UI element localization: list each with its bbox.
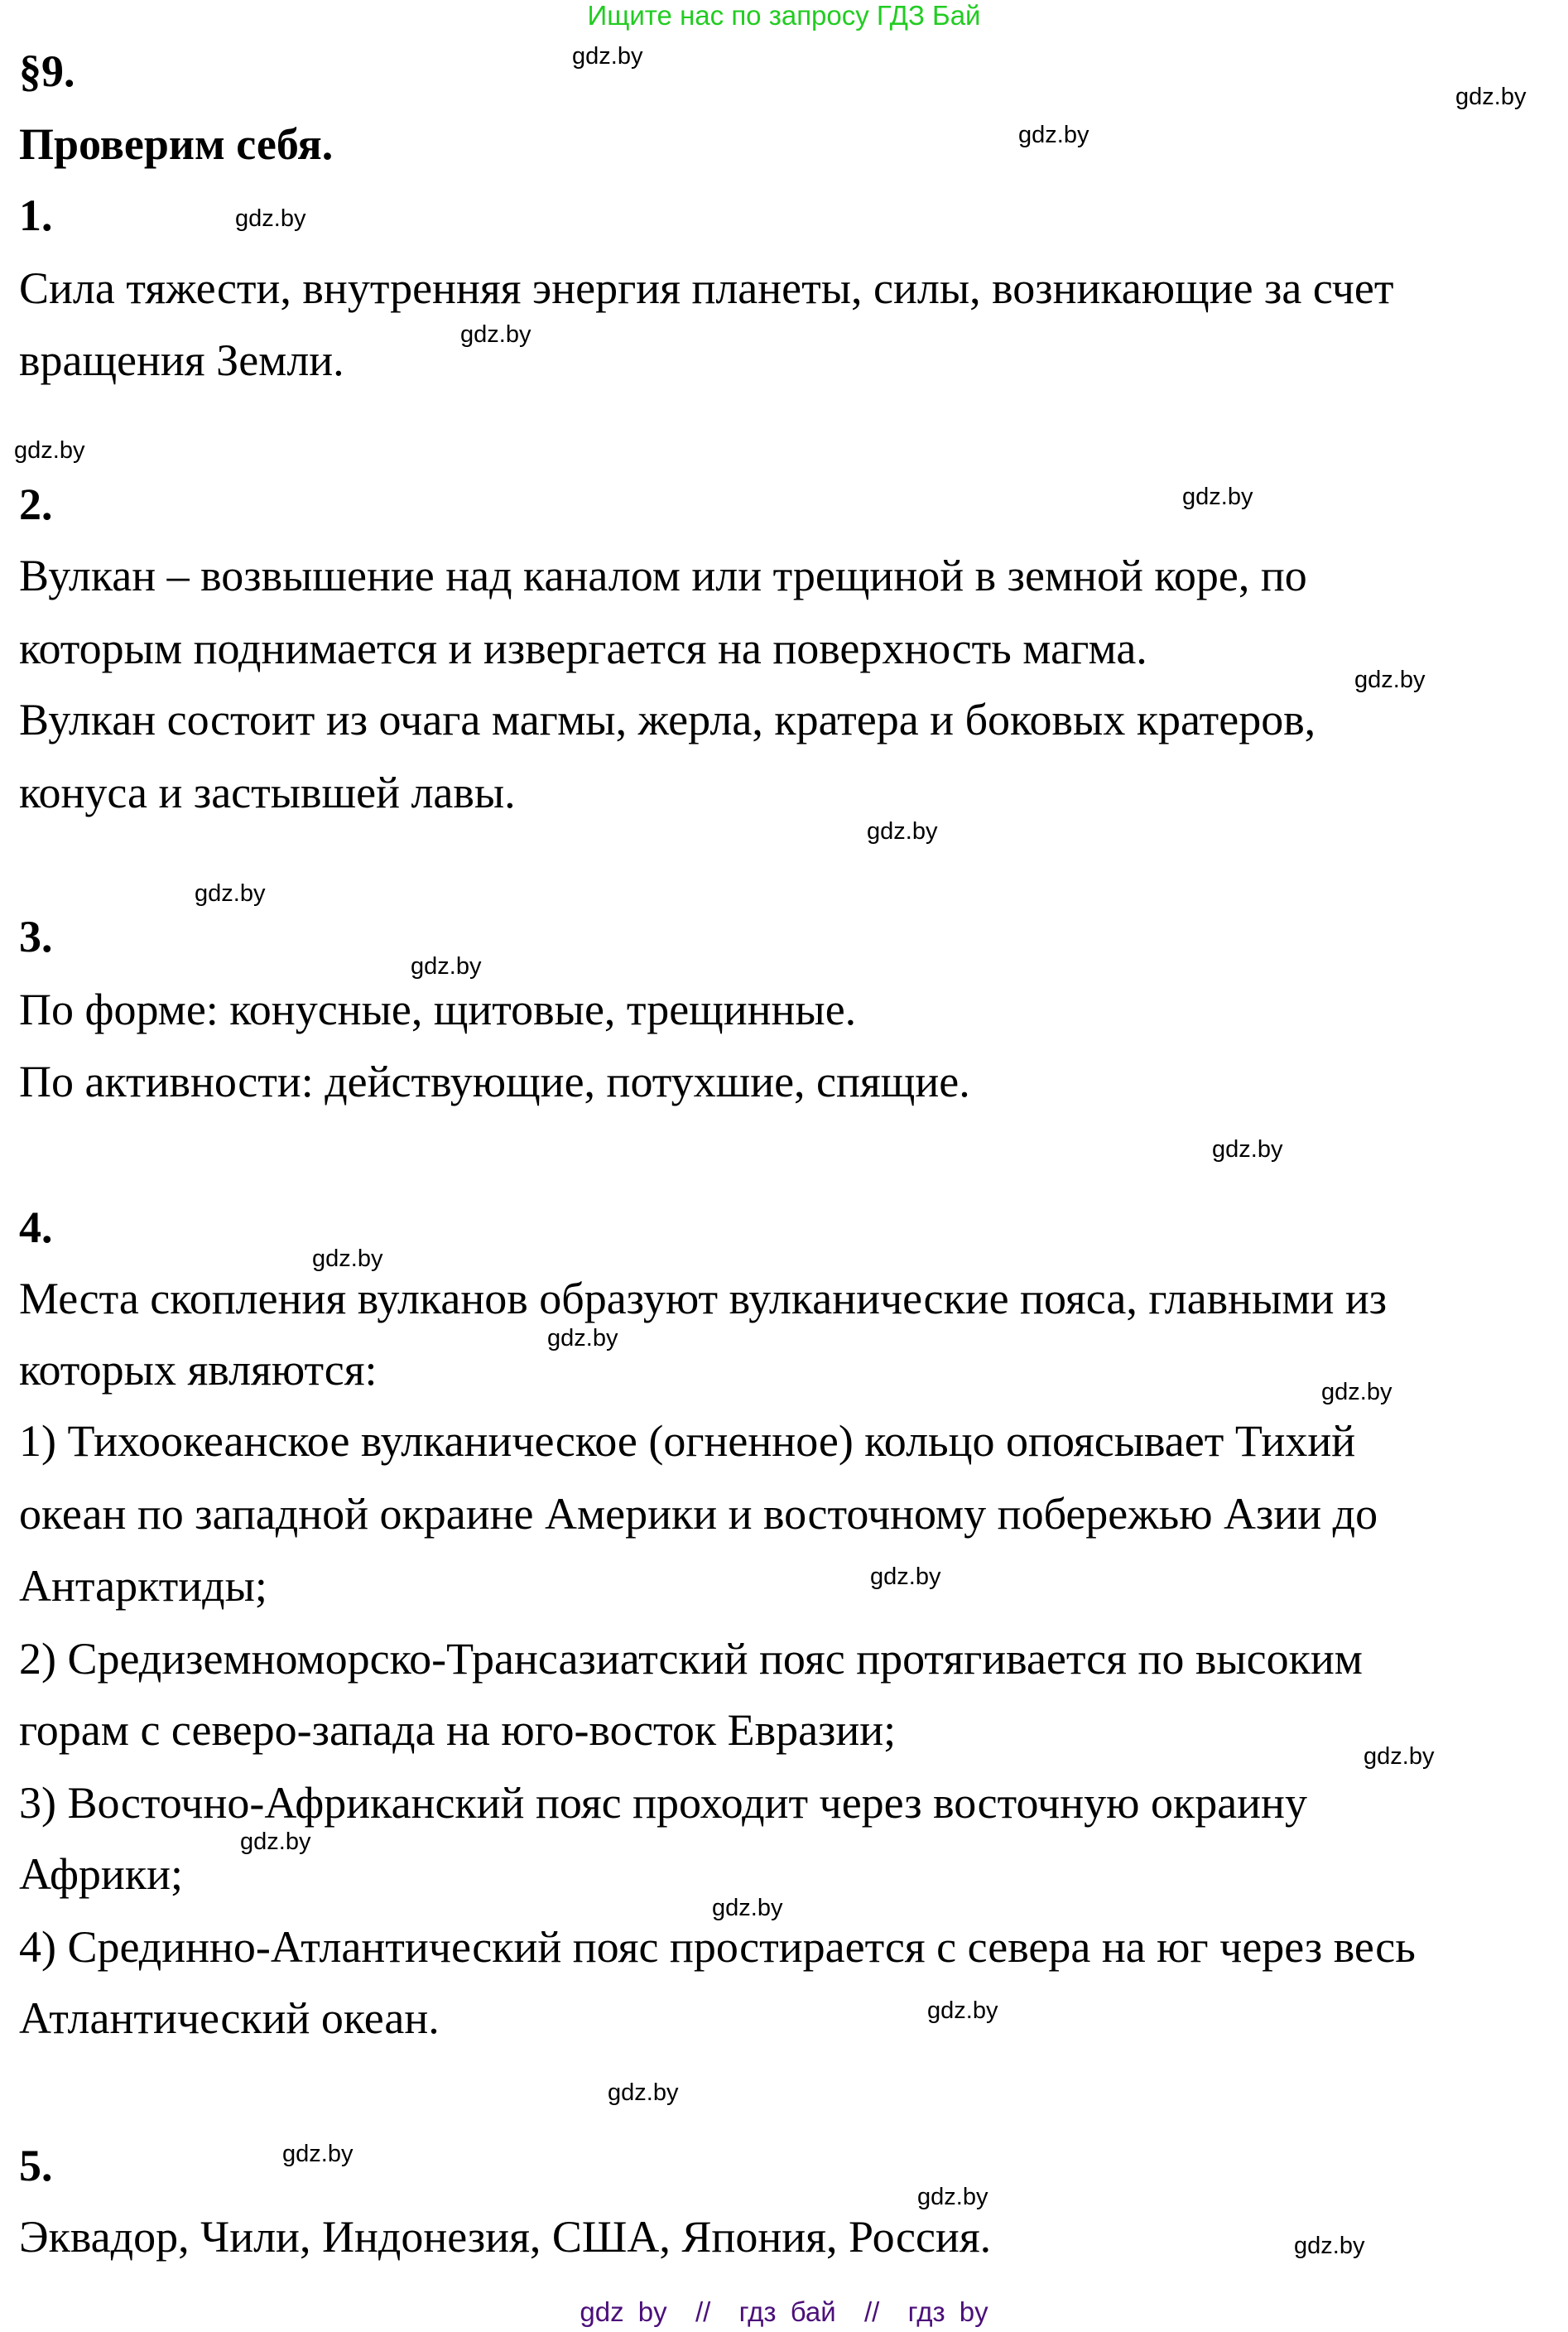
answer-line: которым поднимается и извергается на поверхность магма. bbox=[19, 624, 1147, 673]
answer-line: 1) Тихоокеанское вулканическое (огненное) кольцо опоясывает Тихий bbox=[19, 1416, 1356, 1466]
answer-line: 2) Средиземноморско-Трансазиатский пояс протягивается по высоким bbox=[19, 1634, 1363, 1684]
watermark: gdz.by bbox=[1364, 1743, 1435, 1770]
watermark: gdz.by bbox=[867, 818, 938, 845]
answer-number: 5. bbox=[19, 2141, 53, 2190]
search-banner: Ищите нас по запросу ГДЗ Бай bbox=[587, 0, 981, 31]
watermark: gdz.by bbox=[14, 437, 85, 464]
answer-line: Сила тяжести, внутренняя энергия планеты, силы, возникающие за счет bbox=[19, 263, 1394, 313]
answer-line: По форме: конусные, щитовые, трещинные. bbox=[19, 985, 857, 1034]
answer-line: Африки; bbox=[19, 1849, 183, 1899]
answer-number: 1. bbox=[19, 190, 53, 240]
watermark: gdz.by bbox=[1321, 1379, 1392, 1405]
page-title: Проверим себя. bbox=[19, 119, 334, 169]
watermark: gdz.by bbox=[917, 2184, 988, 2210]
answer-line: По активности: действующие, потухшие, спящие. bbox=[19, 1057, 970, 1106]
answer-line: океан по западной окраине Америки и восточному побережью Азии до bbox=[19, 1489, 1378, 1539]
answer-line: которых являются: bbox=[19, 1345, 378, 1395]
answer-line: Атлантический океан. bbox=[19, 1993, 440, 2043]
answer-line: Места скопления вулканов образуют вулканические пояса, главными из bbox=[19, 1274, 1388, 1323]
answer-line: 4) Срединно-Атлантический пояс простирается с севера на юг через весь bbox=[19, 1922, 1416, 1972]
answer-line: Вулкан состоит из очага магмы, жерла, кратера и боковых кратеров, bbox=[19, 695, 1316, 744]
watermark: gdz.by bbox=[1354, 667, 1426, 693]
answer-line: Эквадор, Чили, Индонезия, США, Япония, Россия. bbox=[19, 2212, 992, 2262]
watermark: gdz.by bbox=[1294, 2233, 1365, 2259]
watermark: gdz.by bbox=[547, 1325, 618, 1352]
answer-number: 3. bbox=[19, 912, 53, 961]
answer-line: Вулкан – возвышение над каналом или трещиной в земной коре, по bbox=[19, 551, 1307, 600]
watermark: gdz.by bbox=[312, 1246, 383, 1272]
answer-line: горам с северо-запада на юго-восток Евразии; bbox=[19, 1705, 897, 1755]
watermark: gdz.by bbox=[927, 1997, 998, 2024]
answer-number: 4. bbox=[19, 1202, 53, 1252]
watermark: gdz.by bbox=[235, 205, 306, 232]
answer-line: вращения Земли. bbox=[19, 335, 344, 385]
watermark: gdz.by bbox=[712, 1895, 783, 1921]
watermark: gdz.by bbox=[411, 953, 482, 980]
watermark: gdz.by bbox=[572, 43, 643, 70]
watermark: gdz.by bbox=[1455, 84, 1527, 110]
section-number: §9. bbox=[19, 46, 75, 96]
watermark: gdz.by bbox=[608, 2079, 679, 2106]
watermark: gdz.by bbox=[870, 1564, 941, 1590]
watermark: gdz.by bbox=[1018, 122, 1089, 148]
answer-line: 3) Восточно-Африканский пояс проходит через восточную окраину bbox=[19, 1778, 1307, 1828]
answer-line: Антарктиды; bbox=[19, 1561, 267, 1611]
footer-links: gdz by // гдз бай // гдз by bbox=[580, 2296, 988, 2327]
watermark: gdz.by bbox=[1182, 484, 1253, 510]
watermark: gdz.by bbox=[460, 321, 531, 348]
watermark: gdz.by bbox=[240, 1828, 311, 1855]
answer-line: конуса и застывшей лавы. bbox=[19, 768, 516, 817]
watermark: gdz.by bbox=[1212, 1136, 1283, 1163]
answer-number: 2. bbox=[19, 479, 53, 529]
watermark: gdz.by bbox=[282, 2141, 354, 2167]
watermark: gdz.by bbox=[195, 880, 266, 907]
